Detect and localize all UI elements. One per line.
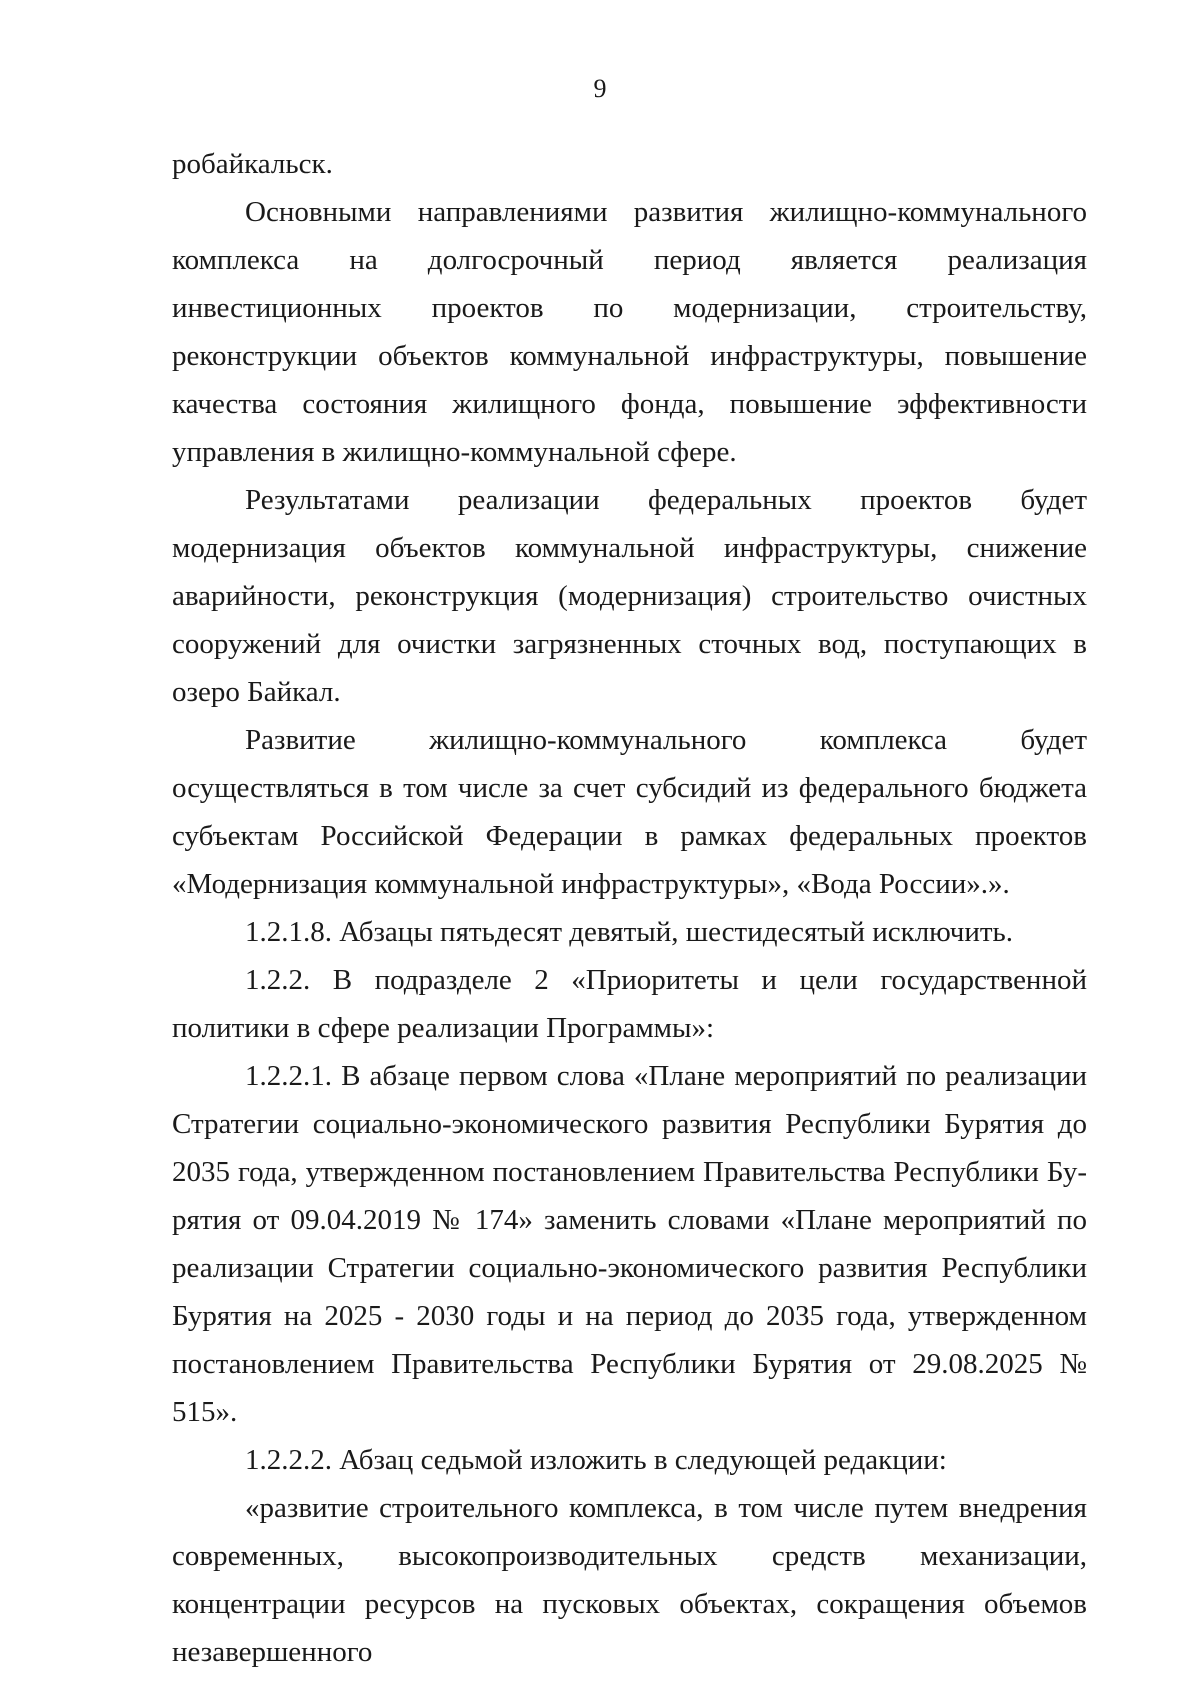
paragraph-housing-development-funding: Развитие жилищно-коммунального комплекса будет осуществляться в том числе за счет субсидий из федерального бюджета субъектам Российской Федерации в рамках федеральных проектов «Модернизация коммунальной инфраструктуры», «Вода России».».	[172, 724, 1087, 900]
paragraph-new-wording: «развитие строительного комплекса, в том числе путем внедрения современных, высокопроизводительных средств механизации, концентрации ресурсов на пусковых объектах, сокращения объемов незавершенного	[172, 1492, 1087, 1668]
paragraph-item-1-2-2-2: 1.2.2.2. Абзац седьмой изложить в следующей редакции:	[245, 1444, 947, 1476]
paragraph-item-1-2-1-8: 1.2.1.8. Абзацы пятьдесят девятый, шестидесятый исключить.	[245, 916, 1013, 948]
page-number: 9	[593, 74, 607, 103]
paragraph-main-directions: Основными направлениями развития жилищно-коммунального комплекса на долгосрочный период является реализация инвестиционных проектов по модернизации, строительству, реконструкции объектов коммунальной инфраструктуры, повышение качества состояния жилищного фонда, повышение эффективности управления в жилищно-коммунальной сфере.	[172, 196, 1087, 468]
paragraph-federal-project-results: Результатами реализации федеральных проектов будет модернизация объектов коммунальной инфраструктуры, снижение аварийности, реконструкция (модернизация) строительство очистных сооружений для очистки загрязненных сточных вод, поступающих в озеро Байкал.	[172, 484, 1087, 708]
document-body	[172, 140, 1087, 1676]
paragraph-item-1-2-2: 1.2.2. В подразделе 2 «Приоритеты и цели государственной политики в сфере реализации Программы»:	[172, 964, 1087, 1044]
paragraph-continuation: робайкальск.	[172, 148, 333, 180]
paragraph-item-1-2-2-1: 1.2.2.1. В абзаце первом слова «Плане мероприятий по реализации Стратегии социально-экономического развития Республики Бурятия до 2035 года, утвержденном постановлением Правительства Республики Бурятия от 09.04.2019 № 174» заменить словами «Плане мероприятий по реализации Стратегии социально-экономического развития Республики Бурятия на 2025 - 2030 годы и на период до 2035 года, утвержденном постановлением Правительства Республики Бурятия от 29.08.2025 № 515».	[172, 1060, 1087, 1428]
